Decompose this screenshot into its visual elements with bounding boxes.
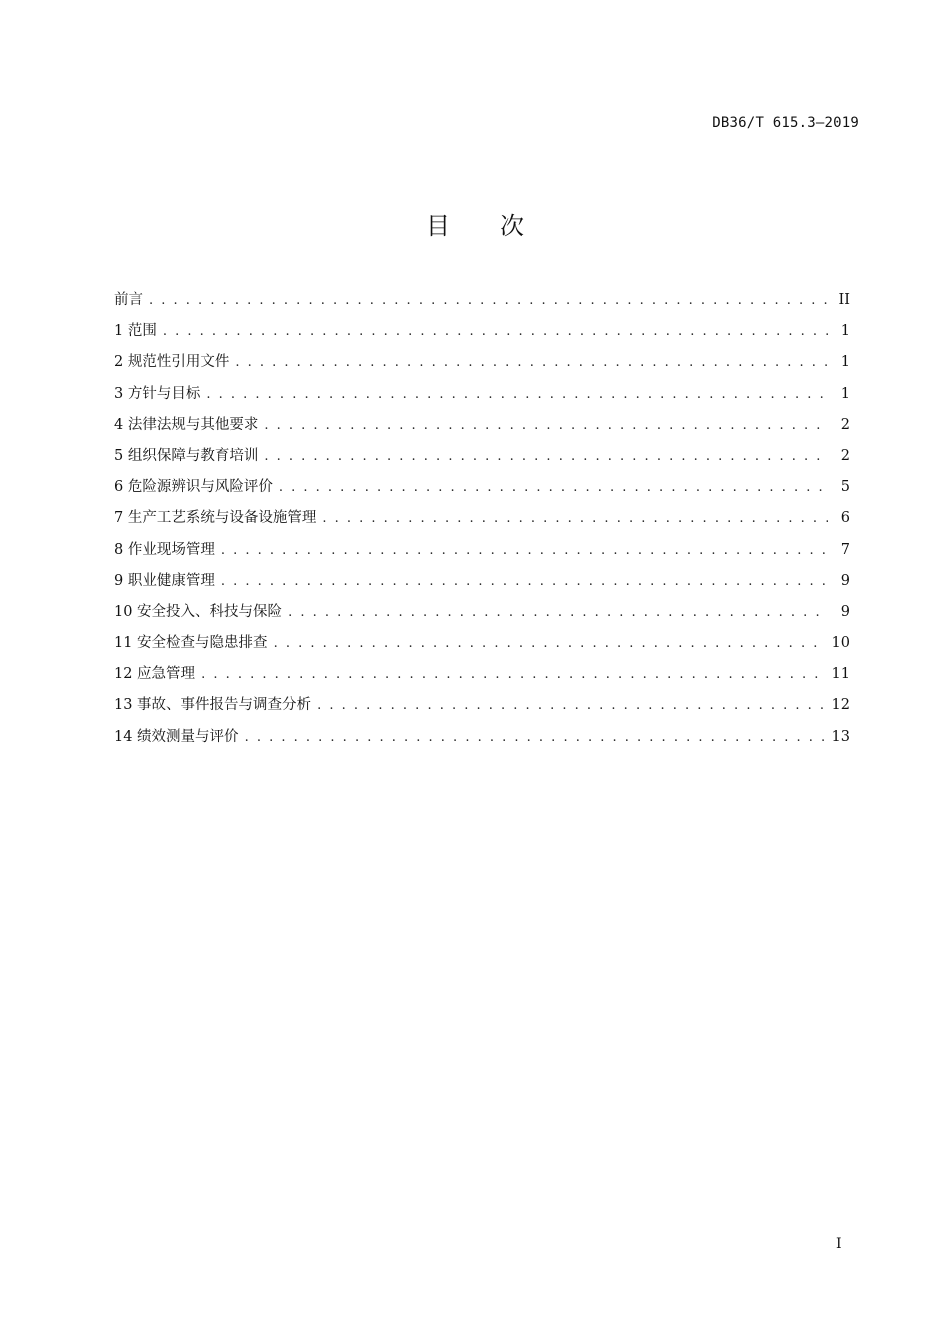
toc-entry-label: 4 法律法规与其他要求 [114, 416, 259, 433]
toc-entry-label: 1 范围 [114, 323, 157, 340]
toc-entry-label: 前言 [114, 292, 143, 308]
toc-entry-3[interactable] [114, 379, 850, 410]
toc-leader-dots [163, 316, 828, 347]
toc-leader-dots [279, 472, 828, 503]
toc-title: 目次 [426, 212, 574, 240]
standard-code: DB36/T 615.3—2019 [712, 115, 859, 131]
toc-entry-page: 9 [840, 572, 850, 589]
toc-entry-page: 2 [840, 447, 850, 464]
toc-entry-11[interactable] [114, 628, 850, 659]
toc-entry-label: 6 危险源辨识与风险评价 [114, 479, 273, 496]
toc-entry-page: 6 [840, 510, 850, 527]
toc-entry-6[interactable] [114, 472, 850, 503]
toc-entry-label: 12 应急管理 [114, 666, 196, 683]
toc-entry-label: 11 安全检查与隐患排查 [114, 635, 268, 652]
toc-entry-label: 5 组织保障与教育培训 [114, 447, 259, 464]
toc-entry-label: 7 生产工艺系统与设备设施管理 [114, 510, 317, 527]
toc-entry-page: 1 [840, 323, 850, 340]
toc-entry-label: 9 职业健康管理 [114, 572, 215, 589]
toc-entry-page: 5 [840, 479, 850, 496]
toc-entry-page: 1 [840, 354, 850, 371]
toc-leader-dots [288, 597, 828, 628]
toc-leader-dots [221, 535, 828, 566]
toc-leader-dots [149, 285, 828, 316]
toc-entry-page: 2 [840, 416, 850, 433]
table-of-contents [114, 285, 850, 753]
toc-leader-dots [245, 722, 824, 753]
toc-entry-2[interactable] [114, 347, 850, 378]
toc-entry-14[interactable] [114, 722, 850, 753]
page-number: I [836, 1236, 842, 1252]
toc-entry-1[interactable] [114, 316, 850, 347]
toc-entry-page: 1 [840, 385, 850, 402]
toc-entry-label: 14 绩效测量与评价 [114, 728, 239, 745]
toc-entry-page: 11 [831, 666, 850, 683]
toc-entry-label: 3 方针与目标 [114, 385, 201, 402]
toc-entry-label: 13 事故、事件报告与调查分析 [114, 697, 312, 714]
toc-entry-page: 7 [840, 541, 850, 558]
toc-entry-label: 8 作业现场管理 [114, 541, 215, 558]
toc-leader-dots [206, 379, 828, 410]
toc-entry-12[interactable] [114, 659, 850, 690]
toc-entry-10[interactable] [114, 597, 850, 628]
toc-entry-foreword[interactable] [114, 285, 850, 316]
toc-entry-13[interactable] [114, 690, 850, 721]
toc-leader-dots [264, 441, 828, 472]
toc-leader-dots [235, 347, 828, 378]
toc-leader-dots [274, 628, 824, 659]
toc-entry-8[interactable] [114, 535, 850, 566]
toc-leader-dots [201, 659, 823, 690]
toc-entry-9[interactable] [114, 566, 850, 597]
toc-entry-label: 10 安全投入、科技与保险 [114, 603, 283, 620]
toc-entry-page: 10 [831, 635, 850, 652]
toc-entry-page: 12 [831, 697, 850, 714]
toc-entry-page: 9 [840, 603, 850, 620]
toc-leader-dots [264, 410, 828, 441]
toc-entry-4[interactable] [114, 410, 850, 441]
toc-entry-page: II [838, 292, 850, 308]
toc-entry-7[interactable] [114, 503, 850, 534]
toc-entry-5[interactable] [114, 441, 850, 472]
toc-leader-dots [322, 503, 828, 534]
toc-leader-dots [221, 566, 828, 597]
toc-entry-label: 2 规范性引用文件 [114, 354, 230, 371]
toc-entry-page: 13 [831, 728, 850, 745]
toc-leader-dots [317, 690, 823, 721]
